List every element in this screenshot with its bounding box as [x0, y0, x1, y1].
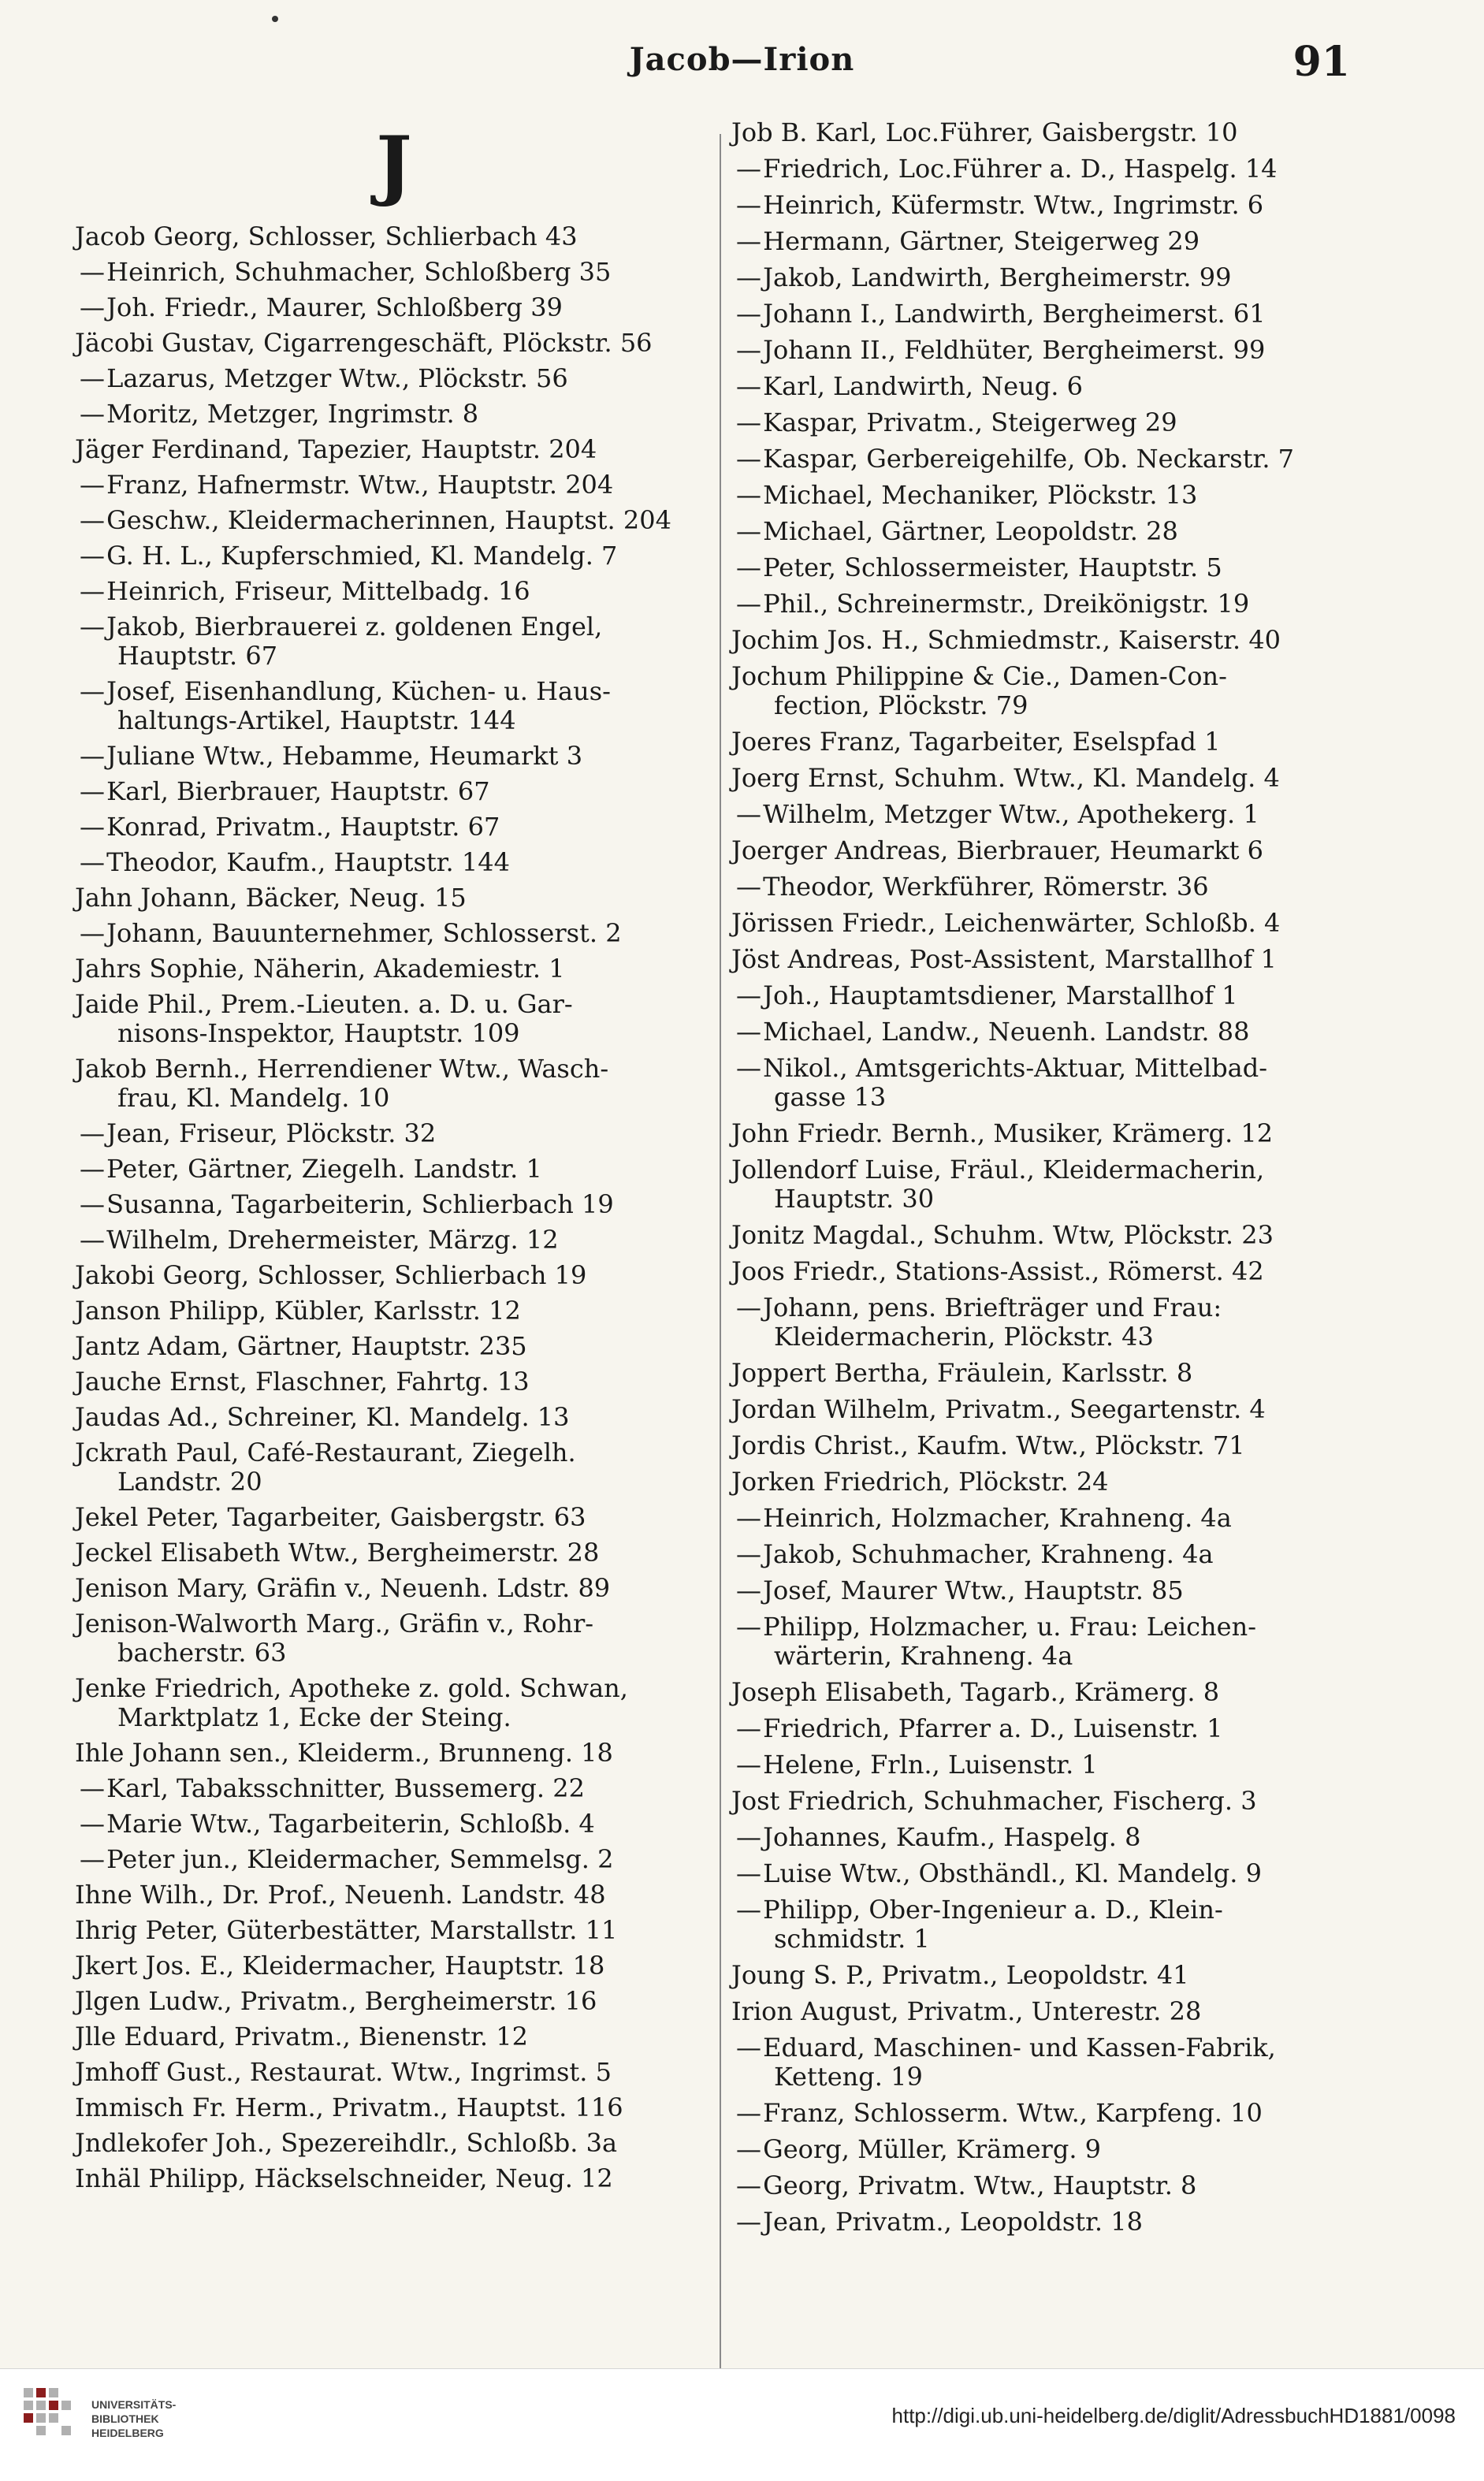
- entry-text: Job B. Karl, Loc.Führer, Gaisbergstr. 10: [731, 117, 1238, 147]
- repeat-dash: —: [80, 541, 105, 571]
- entry-text: Moritz, Metzger, Ingrimstr. 8: [106, 399, 479, 429]
- entry-text: Peter jun., Kleidermacher, Semmelsg. 2: [106, 1844, 614, 1874]
- entry-text: Janson Philipp, Kübler, Karlsstr. 12: [75, 1296, 521, 1326]
- entry-text: Michael, Mechaniker, Plöckstr. 13: [763, 480, 1198, 510]
- entry-text: Joseph Elisabeth, Tagarb., Krämerg. 8: [731, 1677, 1220, 1707]
- entry-text: Johann, Bauunternehmer, Schlosserst. 2: [106, 918, 622, 948]
- entry-text: Jakob, Landwirth, Bergheimerstr. 99: [763, 262, 1232, 292]
- repeat-dash: —: [80, 1154, 105, 1184]
- entry-continuation: wärterin, Krahneng. 4a: [774, 1641, 1073, 1671]
- directory-entry: [731, 1997, 1354, 2026]
- directory-entry: [731, 154, 1354, 184]
- entry-text: Jordis Christ., Kaufm. Wtw., Plöckstr. 71: [731, 1430, 1245, 1460]
- repeat-dash: —: [736, 2098, 761, 2128]
- entry-text: Jlgen Ludw., Privatm., Bergheimerstr. 16: [75, 1986, 597, 2016]
- page-number: 91: [1292, 38, 1350, 86]
- directory-entry: [731, 836, 1354, 865]
- entry-text: Kaspar, Gerbereigehilfe, Ob. Neckarstr. 7: [763, 444, 1295, 474]
- library-name: [91, 2397, 176, 2440]
- entry-text: Geschw., Kleidermacherinnen, Hauptst. 204: [106, 505, 671, 535]
- entry-text: Jakob, Bierbrauerei z. goldenen Engel,: [106, 612, 603, 642]
- directory-entry: [731, 227, 1354, 256]
- entry-text: Jauche Ernst, Flaschner, Fahrtg. 13: [75, 1367, 530, 1397]
- directory-entry: [731, 1359, 1354, 1388]
- entry-text: Karl, Bierbrauer, Hauptstr. 67: [106, 776, 490, 806]
- entry-text: Michael, Landw., Neuenh. Landstr. 88: [763, 1017, 1250, 1047]
- repeat-dash: —: [736, 589, 761, 619]
- entry-text: Eduard, Maschinen- und Kassen-Fabrik,: [763, 2033, 1276, 2063]
- directory-entry: [731, 1504, 1354, 1533]
- entry-text: Jean, Friseur, Plöckstr. 32: [106, 1118, 437, 1148]
- directory-entry: [75, 1155, 713, 1184]
- entry-text: Joerger Andreas, Bierbrauer, Heumarkt 6: [731, 835, 1263, 865]
- repeat-dash: —: [736, 1858, 761, 1888]
- directory-entry: [731, 1017, 1354, 1047]
- repeat-dash: —: [736, 2170, 761, 2200]
- repeat-dash: —: [80, 847, 105, 877]
- directory-entry: [75, 258, 713, 287]
- entry-text: Jonitz Magdal., Schuhm. Wtw, Plöckstr. 23: [731, 1220, 1274, 1250]
- entry-text: Michael, Gärtner, Leopoldstr. 28: [763, 516, 1178, 546]
- repeat-dash: —: [80, 1809, 105, 1839]
- entry-text: Friedrich, Pfarrer a. D., Luisenstr. 1: [763, 1713, 1223, 1743]
- repeat-dash: —: [736, 371, 761, 401]
- entry-text: Philipp, Holzmacher, u. Frau: Leichen-: [763, 1612, 1257, 1642]
- directory-entry: [731, 2208, 1354, 2237]
- directory-entry: [75, 677, 713, 735]
- entry-text: Theodor, Werkführer, Römerstr. 36: [763, 872, 1209, 902]
- repeat-dash: —: [80, 741, 105, 771]
- directory-entry: [731, 118, 1354, 147]
- directory-entry: [731, 764, 1354, 793]
- entry-continuation: nisons-Inspektor, Hauptstr. 109: [117, 1018, 520, 1048]
- page-header: [0, 24, 1484, 95]
- repeat-dash: —: [736, 1575, 761, 1605]
- directory-entry: [75, 435, 713, 464]
- directory-entry: [75, 2022, 713, 2051]
- entry-text: Jorken Friedrich, Plöckstr. 24: [731, 1467, 1109, 1497]
- directory-entry: [731, 1961, 1354, 1990]
- directory-entry: [75, 222, 713, 251]
- directory-entry: [75, 612, 713, 671]
- repeat-dash: —: [736, 299, 761, 329]
- directory-entry: [731, 1678, 1354, 1707]
- directory-entry: [731, 1612, 1354, 1671]
- directory-entry: [75, 1403, 713, 1432]
- directory-entry: [75, 1119, 713, 1148]
- repeat-dash: —: [736, 262, 761, 292]
- entry-text: Jmhoff Gust., Restaurat. Wtw., Ingrimst. 5: [75, 2057, 612, 2087]
- entry-text: Phil., Schreinermstr., Dreikönigstr. 19: [763, 589, 1250, 619]
- running-head: Jacob—Irion: [629, 41, 855, 78]
- repeat-dash: —: [80, 292, 105, 322]
- repeat-dash: —: [80, 1189, 105, 1219]
- entry-text: Franz, Schlosserm. Wtw., Karpfeng. 10: [763, 2098, 1263, 2128]
- library-name-line: HEIDELBERG: [91, 2427, 164, 2439]
- directory-entry: [75, 1538, 713, 1568]
- directory-entry: [75, 777, 713, 806]
- entry-text: Ihle Johann sen., Kleiderm., Brunneng. 18: [75, 1738, 613, 1768]
- directory-entry: [75, 2129, 713, 2158]
- repeat-dash: —: [736, 1612, 761, 1642]
- directory-entry: [75, 1810, 713, 1839]
- entry-continuation: Hauptstr. 30: [774, 1184, 935, 1214]
- entry-text: Jahn Johann, Bäcker, Neug. 15: [75, 883, 467, 913]
- entry-text: Jaide Phil., Prem.-Lieuten. a. D. u. Gar-: [75, 989, 573, 1019]
- entry-text: Philipp, Ober-Ingenieur a. D., Klein-: [763, 1895, 1223, 1925]
- entry-text: Joeres Franz, Tagarbeiter, Eselspfad 1: [731, 727, 1221, 757]
- entry-text: Jndlekofer Joh., Spezereihdlr., Schloßb. 3a: [75, 2128, 618, 2158]
- repeat-dash: —: [736, 480, 761, 510]
- directory-entry: [75, 1951, 713, 1981]
- entry-text: Jochum Philippine & Cie., Damen-Con-: [731, 661, 1227, 691]
- entry-text: Jeckel Elisabeth Wtw., Bergheimerstr. 28: [75, 1538, 600, 1568]
- entry-text: Jahrs Sophie, Näherin, Akademiestr. 1: [75, 954, 565, 984]
- entry-text: Jordan Wilhelm, Privatm., Seegartenstr. 4: [731, 1394, 1266, 1424]
- entry-text: Jakobi Georg, Schlosser, Schlierbach 19: [75, 1260, 587, 1290]
- university-seal-icon: [19, 2383, 82, 2446]
- entry-continuation: Kleidermacherin, Plöckstr. 43: [774, 1322, 1154, 1352]
- directory-entry: [75, 1880, 713, 1910]
- directory-entry: [731, 299, 1354, 329]
- directory-entry: [75, 1987, 713, 2016]
- entry-text: Joung S. P., Privatm., Leopoldstr. 41: [731, 1960, 1189, 1990]
- entry-text: Johann, pens. Briefträger und Frau:: [763, 1293, 1222, 1322]
- directory-entry: [731, 408, 1354, 437]
- entry-text: Joos Friedr., Stations-Assist., Römerst. 42: [731, 1256, 1264, 1286]
- entry-continuation: fection, Plöckstr. 79: [774, 690, 1028, 720]
- directory-entry: [731, 1221, 1354, 1250]
- repeat-dash: —: [736, 1053, 761, 1083]
- repeat-dash: —: [736, 799, 761, 829]
- directory-entry: [731, 191, 1354, 220]
- column-divider: [720, 134, 721, 2388]
- entry-text: Jenke Friedrich, Apotheke z. gold. Schwan,: [75, 1673, 628, 1703]
- entry-text: Konrad, Privatm., Hauptstr. 67: [106, 812, 500, 842]
- directory-entry: [75, 848, 713, 877]
- entry-text: Irion August, Privatm., Unterestr. 28: [731, 1996, 1202, 2026]
- entry-text: Johann I., Landwirth, Bergheimerst. 61: [763, 299, 1266, 329]
- entry-text: Joh., Hauptamtsdiener, Marstallhof 1: [763, 980, 1238, 1010]
- repeat-dash: —: [736, 335, 761, 365]
- directory-entry: [75, 742, 713, 771]
- repeat-dash: —: [736, 2207, 761, 2237]
- entry-text: Heinrich, Schuhmacher, Schloßberg 35: [106, 257, 612, 287]
- entry-text: Ihrig Peter, Güterbestätter, Marstallstr. 11: [75, 1915, 618, 1945]
- entry-text: Franz, Hafnermstr. Wtw., Hauptstr. 204: [106, 470, 614, 500]
- directory-entry: [75, 1774, 713, 1803]
- entry-text: John Friedr. Bernh., Musiker, Krämerg. 12: [731, 1118, 1274, 1148]
- directory-entry: [75, 1503, 713, 1532]
- directory-entry: [731, 981, 1354, 1010]
- entry-continuation: frau, Kl. Mandelg. 10: [117, 1083, 390, 1113]
- directory-entry: [75, 2058, 713, 2087]
- right-entry-list: [731, 118, 1354, 2237]
- entry-text: Jenison-Walworth Marg., Gräfin v., Rohr-: [75, 1609, 594, 1639]
- entry-text: Kaspar, Privatm., Steigerweg 29: [763, 407, 1177, 437]
- repeat-dash: —: [80, 612, 105, 642]
- entry-text: Susanna, Tagarbeiterin, Schlierbach 19: [106, 1189, 614, 1219]
- directory-entry: [75, 1367, 713, 1397]
- directory-entry: [75, 364, 713, 393]
- directory-entry: [731, 1431, 1354, 1460]
- repeat-dash: —: [80, 1844, 105, 1874]
- entry-text: Helene, Frln., Luisenstr. 1: [763, 1750, 1098, 1780]
- library-name-line: UNIVERSITÄTS-: [91, 2398, 177, 2411]
- repeat-dash: —: [80, 1773, 105, 1803]
- directory-entry: [75, 1296, 713, 1326]
- directory-entry: [75, 400, 713, 429]
- directory-entry: [731, 590, 1354, 619]
- directory-entry: [75, 541, 713, 571]
- repeat-dash: —: [80, 399, 105, 429]
- entry-text: Johann II., Feldhüter, Bergheimerst. 99: [763, 335, 1266, 365]
- repeat-dash: —: [736, 1822, 761, 1852]
- entry-text: Juliane Wtw., Hebamme, Heumarkt 3: [106, 741, 583, 771]
- directory-entry: [75, 471, 713, 500]
- entry-text: Heinrich, Friseur, Mittelbadg. 16: [106, 576, 530, 606]
- repeat-dash: —: [80, 918, 105, 948]
- directory-entry: [731, 1895, 1354, 1954]
- entry-text: Jäger Ferdinand, Tapezier, Hauptstr. 204: [75, 434, 597, 464]
- entry-text: Jörissen Friedr., Leichenwärter, Schloßb. 4: [731, 908, 1281, 938]
- entry-text: Nikol., Amtsgerichts-Aktuar, Mittelbad-: [763, 1053, 1268, 1083]
- directory-entry: [75, 1739, 713, 1768]
- directory-entry: [731, 909, 1354, 938]
- entry-text: Peter, Gärtner, Ziegelh. Landstr. 1: [106, 1154, 542, 1184]
- entry-text: Wilhelm, Drehermeister, Märzg. 12: [106, 1225, 559, 1255]
- left-entry-list: [75, 222, 713, 2193]
- directory-entry: [75, 919, 713, 948]
- entry-text: Jollendorf Luise, Fräul., Kleidermacherin,: [731, 1155, 1265, 1185]
- entry-text: Jöst Andreas, Post-Assistent, Marstallhof 1: [731, 944, 1277, 974]
- entry-text: Joerg Ernst, Schuhm. Wtw., Kl. Mandelg. 4: [731, 763, 1280, 793]
- repeat-dash: —: [80, 257, 105, 287]
- directory-entry: [75, 1226, 713, 1255]
- entry-continuation: bacherstr. 63: [117, 1638, 287, 1668]
- entry-text: Joppert Bertha, Fräulein, Karlsstr. 8: [731, 1358, 1193, 1388]
- directory-entry: [731, 372, 1354, 401]
- directory-entry: [731, 1540, 1354, 1569]
- directory-entry: [731, 1859, 1354, 1888]
- directory-entry: [75, 1055, 713, 1113]
- directory-entry: [731, 2135, 1354, 2164]
- right-column: [731, 118, 1354, 2244]
- directory-entry: [731, 336, 1354, 365]
- directory-entry: [731, 1293, 1354, 1352]
- directory-entry: [75, 990, 713, 1048]
- directory-entry: [75, 954, 713, 984]
- directory-entry: [731, 662, 1354, 720]
- directory-entry: [75, 577, 713, 606]
- directory-entry: [75, 1438, 713, 1497]
- entry-text: Josef, Eisenhandlung, Küchen- u. Haus-: [106, 676, 611, 706]
- entry-text: Friedrich, Loc.Führer a. D., Haspelg. 14: [763, 154, 1278, 184]
- directory-entry: [731, 800, 1354, 829]
- source-url[interactable]: http://digi.ub.uni-heidelberg.de/diglit/AdressbuchHD1881/0098: [891, 2404, 1456, 2427]
- entry-text: Jantz Adam, Gärtner, Hauptstr. 235: [75, 1331, 527, 1361]
- repeat-dash: —: [80, 576, 105, 606]
- directory-entry: [731, 1119, 1354, 1148]
- entry-text: Inhäl Philipp, Häckselschneider, Neug. 12: [75, 2163, 613, 2193]
- directory-entry: [731, 481, 1354, 510]
- entry-text: Jckrath Paul, Café-Restaurant, Ziegelh.: [75, 1438, 576, 1467]
- directory-entry: [75, 293, 713, 322]
- directory-entry: [731, 1155, 1354, 1214]
- repeat-dash: —: [736, 1503, 761, 1533]
- repeat-dash: —: [80, 505, 105, 535]
- repeat-dash: —: [736, 2033, 761, 2063]
- directory-entry: [75, 1261, 713, 1290]
- repeat-dash: —: [80, 363, 105, 393]
- entry-text: Heinrich, Holzmacher, Krahneng. 4a: [763, 1503, 1232, 1533]
- entry-text: Joh. Friedr., Maurer, Schloßberg 39: [106, 292, 563, 322]
- entry-continuation: Marktplatz 1, Ecke der Steing.: [117, 1702, 511, 1732]
- directory-entry: [75, 506, 713, 535]
- directory-entry: [75, 2164, 713, 2193]
- directory-entry: [75, 1574, 713, 1603]
- entry-text: Jlle Eduard, Privatm., Bienenstr. 12: [75, 2022, 528, 2051]
- repeat-dash: —: [736, 1539, 761, 1569]
- entry-text: Jakob Bernh., Herrendiener Wtw., Wasch-: [75, 1054, 609, 1084]
- repeat-dash: —: [80, 1225, 105, 1255]
- repeat-dash: —: [736, 552, 761, 582]
- entry-continuation: haltungs-Artikel, Hauptstr. 144: [117, 705, 516, 735]
- repeat-dash: —: [736, 1293, 761, 1322]
- directory-entry: [731, 945, 1354, 974]
- directory-entry: [731, 444, 1354, 474]
- entry-text: Heinrich, Küfermstr. Wtw., Ingrimstr. 6: [763, 190, 1264, 220]
- entry-text: G. H. L., Kupferschmied, Kl. Mandelg. 7: [106, 541, 618, 571]
- repeat-dash: —: [736, 1895, 761, 1925]
- repeat-dash: —: [736, 1713, 761, 1743]
- directory-entry: [731, 626, 1354, 655]
- directory-entry: [731, 1576, 1354, 1605]
- ink-speck: [272, 16, 278, 22]
- repeat-dash: —: [736, 872, 761, 902]
- directory-entry: [75, 1609, 713, 1668]
- entry-text: Josef, Maurer Wtw., Hauptstr. 85: [763, 1575, 1184, 1605]
- entry-text: Jacob Georg, Schlosser, Schlierbach 43: [75, 221, 578, 251]
- directory-entry: [75, 813, 713, 842]
- entry-text: Jaudas Ad., Schreiner, Kl. Mandelg. 13: [75, 1402, 570, 1432]
- entry-text: Jochim Jos. H., Schmiedmstr., Kaiserstr. 40: [731, 625, 1281, 655]
- repeat-dash: —: [736, 1750, 761, 1780]
- entry-text: Georg, Privatm. Wtw., Hauptstr. 8: [763, 2170, 1197, 2200]
- section-letter: J: [376, 120, 412, 209]
- entry-continuation: Landstr. 20: [117, 1467, 262, 1497]
- directory-entry: [731, 517, 1354, 546]
- entry-continuation: gasse 13: [774, 1082, 887, 1112]
- entry-text: Johannes, Kaufm., Haspelg. 8: [763, 1822, 1141, 1852]
- directory-entry: [731, 2099, 1354, 2128]
- entry-text: Lazarus, Metzger Wtw., Plöckstr. 56: [106, 363, 568, 393]
- left-column: [75, 118, 713, 2200]
- directory-entry: [731, 1714, 1354, 1743]
- directory-entry: [75, 883, 713, 913]
- entry-text: Jkert Jos. E., Kleidermacher, Hauptstr. 18: [75, 1951, 605, 1981]
- directory-entry: [731, 1395, 1354, 1424]
- entry-text: Wilhelm, Metzger Wtw., Apothekerg. 1: [763, 799, 1259, 829]
- entry-text: Immisch Fr. Herm., Privatm., Hauptst. 116: [75, 2092, 623, 2122]
- directory-entry: [731, 553, 1354, 582]
- directory-entry: [75, 1332, 713, 1361]
- repeat-dash: —: [736, 226, 761, 256]
- directory-entry: [731, 2033, 1354, 2092]
- entry-continuation: Ketteng. 19: [774, 2062, 923, 2092]
- directory-entry: [731, 2171, 1354, 2200]
- repeat-dash: —: [80, 676, 105, 706]
- page-footer: [0, 2368, 1484, 2481]
- library-name-line: BIBLIOTHEK: [91, 2412, 159, 2425]
- repeat-dash: —: [80, 812, 105, 842]
- entry-text: Jäcobi Gustav, Cigarrengeschäft, Plöckstr. 56: [75, 328, 653, 358]
- directory-entry: [75, 1674, 713, 1732]
- repeat-dash: —: [736, 190, 761, 220]
- repeat-dash: —: [736, 1017, 761, 1047]
- directory-entry: [731, 872, 1354, 902]
- repeat-dash: —: [736, 154, 761, 184]
- entry-text: Luise Wtw., Obsthändl., Kl. Mandelg. 9: [763, 1858, 1262, 1888]
- repeat-dash: —: [736, 407, 761, 437]
- entry-text: Hermann, Gärtner, Steigerweg 29: [763, 226, 1200, 256]
- entry-text: Marie Wtw., Tagarbeiterin, Schloßb. 4: [106, 1809, 595, 1839]
- directory-entry: [731, 263, 1354, 292]
- directory-entry: [731, 1054, 1354, 1112]
- library-logo: [19, 2383, 192, 2470]
- entry-continuation: Hauptstr. 67: [117, 641, 278, 671]
- entry-text: Jean, Privatm., Leopoldstr. 18: [763, 2207, 1143, 2237]
- entry-text: Karl, Tabaksschnitter, Bussemerg. 22: [106, 1773, 585, 1803]
- entry-continuation: schmidstr. 1: [774, 1924, 930, 1954]
- entry-text: Karl, Landwirth, Neug. 6: [763, 371, 1083, 401]
- directory-entry: [75, 329, 713, 358]
- repeat-dash: —: [736, 516, 761, 546]
- directory-entry: [75, 1916, 713, 1945]
- entry-text: Jost Friedrich, Schuhmacher, Fischerg. 3: [731, 1786, 1257, 1816]
- entry-text: Jenison Mary, Gräfin v., Neuenh. Ldstr. 89: [75, 1573, 611, 1603]
- directory-entry: [731, 1787, 1354, 1816]
- repeat-dash: —: [80, 776, 105, 806]
- directory-entry: [731, 1257, 1354, 1286]
- entry-text: Jakob, Schuhmacher, Krahneng. 4a: [763, 1539, 1214, 1569]
- entry-text: Theodor, Kaufm., Hauptstr. 144: [106, 847, 510, 877]
- directory-entry: [731, 1823, 1354, 1852]
- directory-entry: [75, 1845, 713, 1874]
- repeat-dash: —: [736, 2134, 761, 2164]
- entry-text: Georg, Müller, Krämerg. 9: [763, 2134, 1102, 2164]
- directory-entry: [731, 1750, 1354, 1780]
- entry-text: Ihne Wilh., Dr. Prof., Neuenh. Landstr. 48: [75, 1880, 606, 1910]
- repeat-dash: —: [80, 470, 105, 500]
- entry-text: Jekel Peter, Tagarbeiter, Gaisbergstr. 63: [75, 1502, 586, 1532]
- directory-entry: [731, 1467, 1354, 1497]
- repeat-dash: —: [736, 980, 761, 1010]
- entry-text: Peter, Schlossermeister, Hauptstr. 5: [763, 552, 1222, 582]
- repeat-dash: —: [736, 444, 761, 474]
- directory-entry: [75, 2093, 713, 2122]
- directory-entry: [75, 1190, 713, 1219]
- repeat-dash: —: [80, 1118, 105, 1148]
- directory-entry: [731, 727, 1354, 757]
